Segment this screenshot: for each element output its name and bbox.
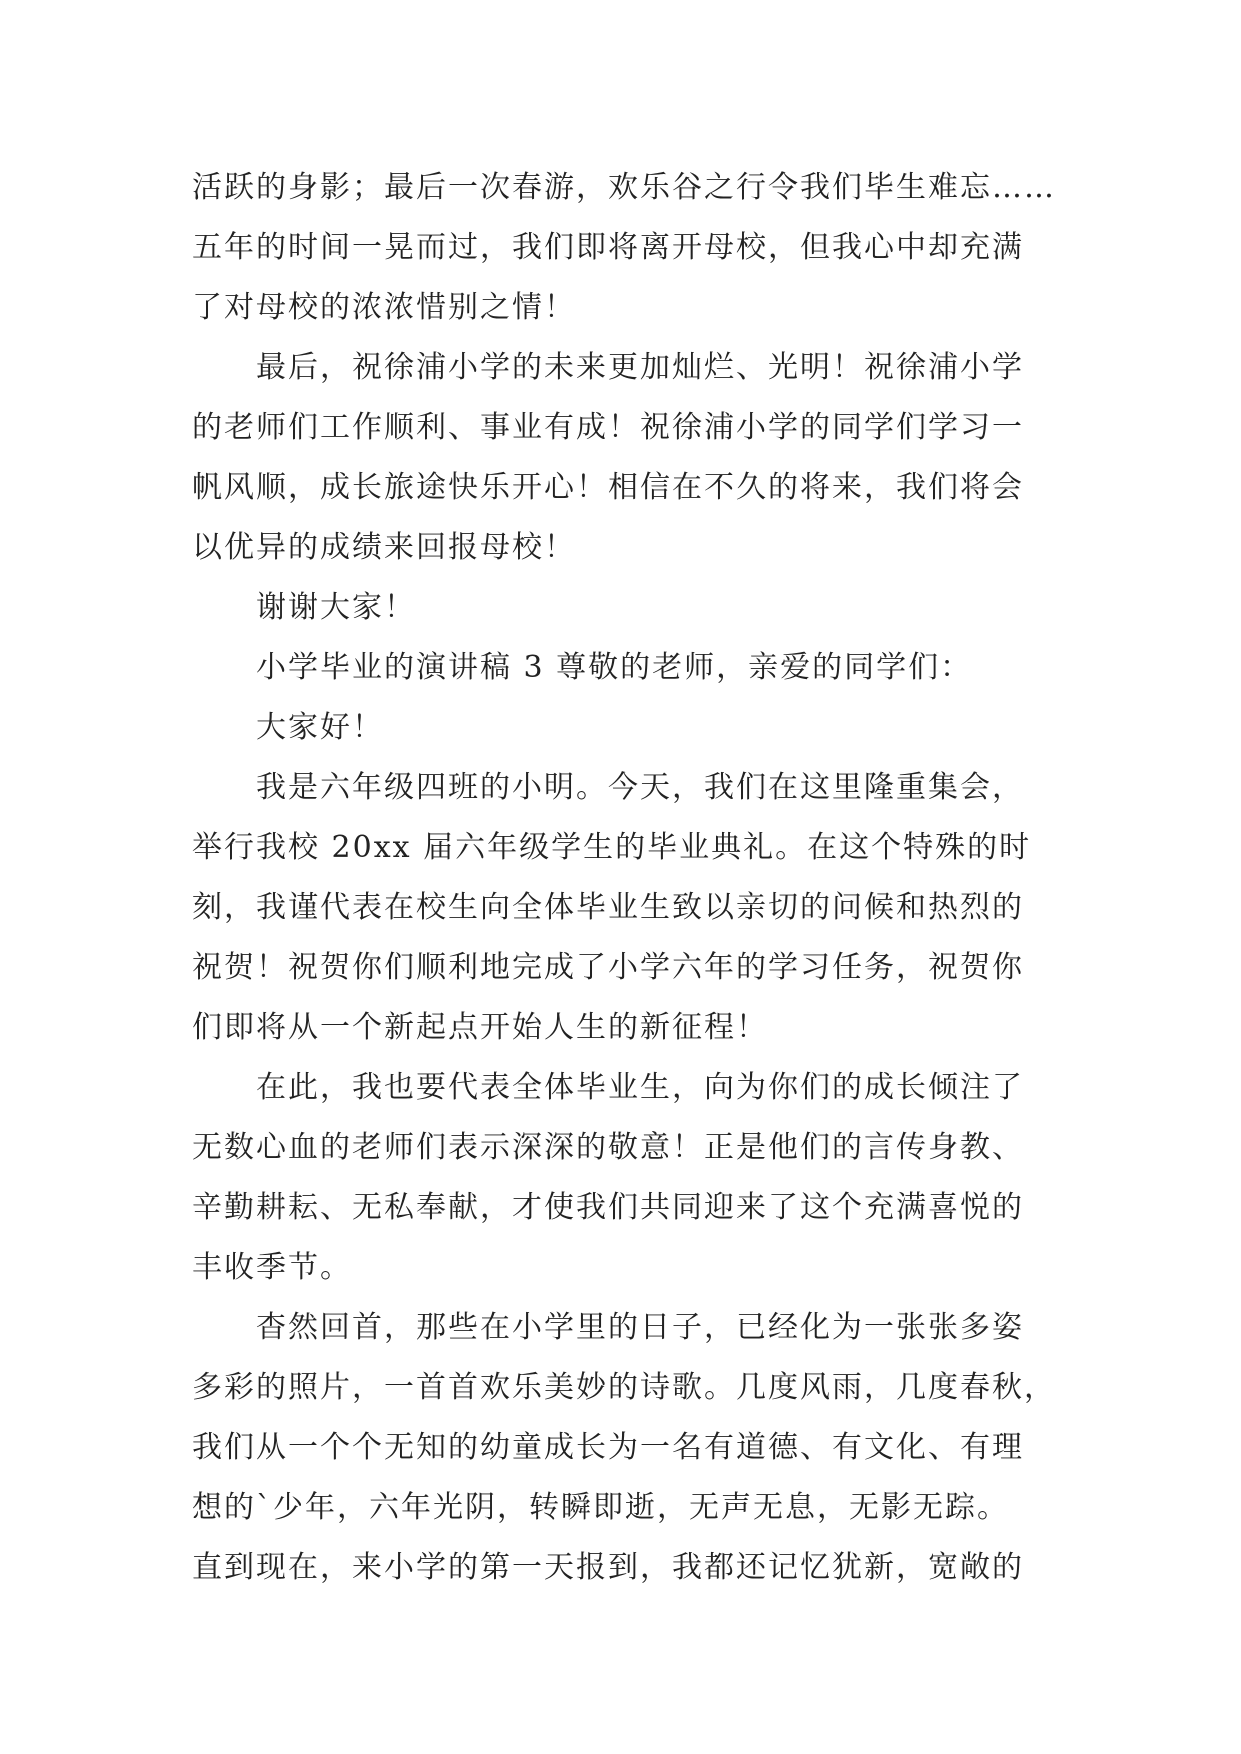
text-line: 活跃的身影；最后一次春游，欢乐谷之行令我们毕生难忘…… [192, 170, 1056, 205]
document-page [192, 158, 1054, 1598]
paragraph-start: 杳然回首，那些在小学里的日子，已经化为一张张多姿 [256, 1310, 1024, 1345]
paragraph-start: 我是六年级四班的小明。今天，我们在这里隆重集会， [256, 770, 1024, 805]
text-line: 举行我校 20xx 届六年级学生的毕业典礼。在这个特殊的时 [192, 830, 1032, 865]
text-line: 直到现在，来小学的第一天报到，我都还记忆犹新，宽敞的 [192, 1550, 1024, 1585]
greeting: 大家好！ [256, 710, 384, 745]
text-line: 的老师们工作顺利、事业有成！祝徐浦小学的同学们学习一 [192, 410, 1024, 445]
text-line: 刻，我谨代表在校生向全体毕业生致以亲切的问候和热烈的 [192, 890, 1024, 925]
text-line: 想的`少年，六年光阴，转瞬即逝，无声无息，无影无踪。 [192, 1490, 1009, 1525]
text-line: 多彩的照片，一首首欢乐美妙的诗歌。几度风雨，几度春秋， [192, 1370, 1056, 1405]
text-line: 帆风顺，成长旅途快乐开心！相信在不久的将来，我们将会 [192, 470, 1024, 505]
text-line: 无数心血的老师们表示深深的敬意！正是他们的言传身教、 [192, 1130, 1024, 1165]
section-heading: 小学毕业的演讲稿 3 尊敬的老师，亲爱的同学们： [256, 650, 973, 685]
text-line: 祝贺！祝贺你们顺利地完成了小学六年的学习任务，祝贺你 [192, 950, 1024, 985]
paragraph-start: 最后，祝徐浦小学的未来更加灿烂、光明！祝徐浦小学 [256, 350, 1024, 385]
paragraph-start: 谢谢大家！ [256, 590, 416, 625]
text-line: 丰收季节。 [192, 1250, 352, 1285]
text-line: 以优异的成绩来回报母校！ [192, 530, 576, 565]
text-line: 了对母校的浓浓惜别之情！ [192, 290, 576, 325]
text-line: 辛勤耕耘、无私奉献，才使我们共同迎来了这个充满喜悦的 [192, 1190, 1024, 1225]
paragraph-start: 在此，我也要代表全体毕业生，向为你们的成长倾注了 [256, 1070, 1024, 1105]
text-line: 五年的时间一晃而过，我们即将离开母校，但我心中却充满 [192, 230, 1024, 265]
text-line: 我们从一个个无知的幼童成长为一名有道德、有文化、有理 [192, 1430, 1024, 1465]
text-line: 们即将从一个新起点开始人生的新征程！ [192, 1010, 768, 1045]
